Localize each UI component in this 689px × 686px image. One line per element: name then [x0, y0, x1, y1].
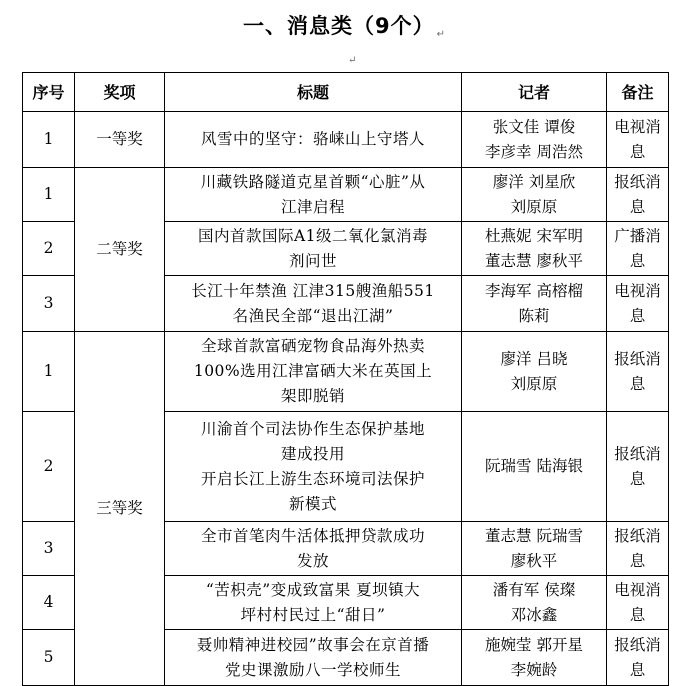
cell-reporter-line: 李海军 高榕榴	[485, 281, 583, 300]
table-row	[23, 112, 669, 168]
cell-title-line: 江津启程	[280, 197, 345, 216]
cell-title	[165, 112, 462, 168]
cell-reporter-line: 邓冰鑫	[510, 605, 558, 624]
cell-reporter-line: 施婉莹 郭开星	[485, 635, 583, 654]
cell-note: 电视消息	[607, 576, 669, 630]
cell-title-line: 新模式	[288, 494, 337, 513]
cell-seq: 2	[23, 412, 75, 522]
cell-reporter-line: 杜燕妮 宋军明	[485, 226, 583, 245]
table-row	[23, 332, 669, 412]
document-heading	[0, 10, 689, 40]
cell-reporter	[462, 112, 607, 168]
cell-reporter	[462, 522, 607, 576]
cell-seq: 1	[23, 168, 75, 222]
cell-note: 广播消息	[607, 222, 669, 276]
cell-seq: 1	[23, 112, 75, 168]
cell-reporter	[462, 576, 607, 630]
header-seq: 序号	[23, 73, 75, 112]
cell-seq: 5	[23, 630, 75, 686]
cell-reporter-line: 潘有军 侯璨	[492, 580, 576, 599]
cell-title-line: 川渝首个司法协作生态保护基地	[200, 419, 425, 438]
header-title: 标题	[165, 73, 462, 112]
cell-title-line: 建成投用	[280, 444, 345, 463]
awards-table	[22, 72, 669, 686]
header-reporter: 记者	[462, 73, 607, 112]
table-row	[23, 168, 669, 222]
cell-seq: 2	[23, 222, 75, 276]
cell-title-line: 全市首笔肉牛活体抵押贷款成功	[200, 526, 425, 545]
cell-seq: 1	[23, 332, 75, 412]
cell-note: 电视消息	[607, 276, 669, 332]
cell-title-line: 全球首款富硒宠物食品海外热卖	[200, 337, 425, 355]
cell-reporter	[462, 332, 607, 412]
cell-title-line: 聂帅精神进校园”故事会在京首播	[196, 635, 430, 654]
table-header-row	[23, 73, 669, 112]
cell-seq: 3	[23, 522, 75, 576]
header-note: 备注	[607, 73, 669, 112]
cell-title-line: 发放	[296, 551, 329, 570]
table-body	[23, 112, 669, 686]
cell-award: 二等奖	[75, 168, 165, 332]
cell-title-line: 坪村村民过上“甜日”	[240, 605, 386, 624]
paragraph-mark-icon: ↵	[436, 29, 446, 40]
cell-title-line: 100%选用江津富硒大米在英国上	[193, 362, 433, 380]
cell-title-line: 开启长江上游生态环境司法保护	[200, 469, 425, 488]
cell-reporter-line: 董志慧 阮瑞雪	[485, 526, 583, 545]
cell-reporter-line: 廖秋平	[510, 551, 558, 570]
cell-reporter-line: 张文佳 谭俊	[492, 117, 576, 136]
cell-title-line: 川藏铁路隧道克星首颗“心脏”从	[200, 172, 426, 191]
cell-reporter-line: 廖洋 吕晓	[500, 349, 568, 368]
cell-reporter-line: 廖洋 刘星欣	[492, 172, 576, 191]
cell-reporter-line: 阮瑞雪 陆海银	[485, 457, 583, 475]
cell-award: 三等奖	[75, 332, 165, 686]
cell-title	[165, 332, 462, 412]
cell-title-line: “苦枳壳”变成致富果 夏坝镇大	[205, 580, 421, 599]
cell-reporter-line: 李彦幸 周浩然	[485, 142, 583, 161]
cell-title-line: 架即脱销	[280, 387, 345, 405]
cell-title	[165, 412, 462, 522]
cell-title	[165, 276, 462, 332]
header-award: 奖项	[75, 73, 165, 112]
cell-title	[165, 222, 462, 276]
cell-note: 报纸消息	[607, 168, 669, 222]
cell-note: 报纸消息	[607, 412, 669, 522]
heading-text: 一、消息类（9个）	[242, 14, 435, 38]
cell-title	[165, 630, 462, 686]
cell-seq: 3	[23, 276, 75, 332]
cell-title-line: 名渔民全部“退出江湖”	[232, 306, 394, 325]
cell-seq: 4	[23, 576, 75, 630]
paragraph-mark-icon: ↵	[348, 55, 357, 66]
cell-reporter-line: 陈莉	[518, 306, 550, 325]
cell-title	[165, 576, 462, 630]
cell-note: 电视消息	[607, 112, 669, 168]
cell-reporter	[462, 222, 607, 276]
cell-reporter	[462, 630, 607, 686]
cell-reporter	[462, 276, 607, 332]
cell-reporter	[462, 412, 607, 522]
cell-note: 报纸消息	[607, 522, 669, 576]
cell-reporter-line: 李婉龄	[510, 660, 558, 679]
cell-title-line: 风雪中的坚守：骆崃山上守塔人	[200, 130, 425, 148]
cell-note: 报纸消息	[607, 630, 669, 686]
cell-title-line: 长江十年禁渔 江津315艘渔船551	[191, 281, 435, 300]
cell-reporter-line: 刘原原	[510, 374, 558, 393]
cell-title-line: 剂问世	[288, 251, 337, 270]
cell-title	[165, 168, 462, 222]
cell-note: 报纸消息	[607, 332, 669, 412]
cell-award: 一等奖	[75, 112, 165, 168]
cell-title	[165, 522, 462, 576]
cell-reporter-line: 刘原原	[510, 197, 558, 216]
cell-reporter-line: 董志慧 廖秋平	[485, 251, 583, 270]
cell-title-line: 国内首款国际A1级二氧化氯消毒	[197, 226, 429, 245]
cell-title-line: 党史课激励八一学校师生	[224, 660, 401, 679]
cell-reporter	[462, 168, 607, 222]
